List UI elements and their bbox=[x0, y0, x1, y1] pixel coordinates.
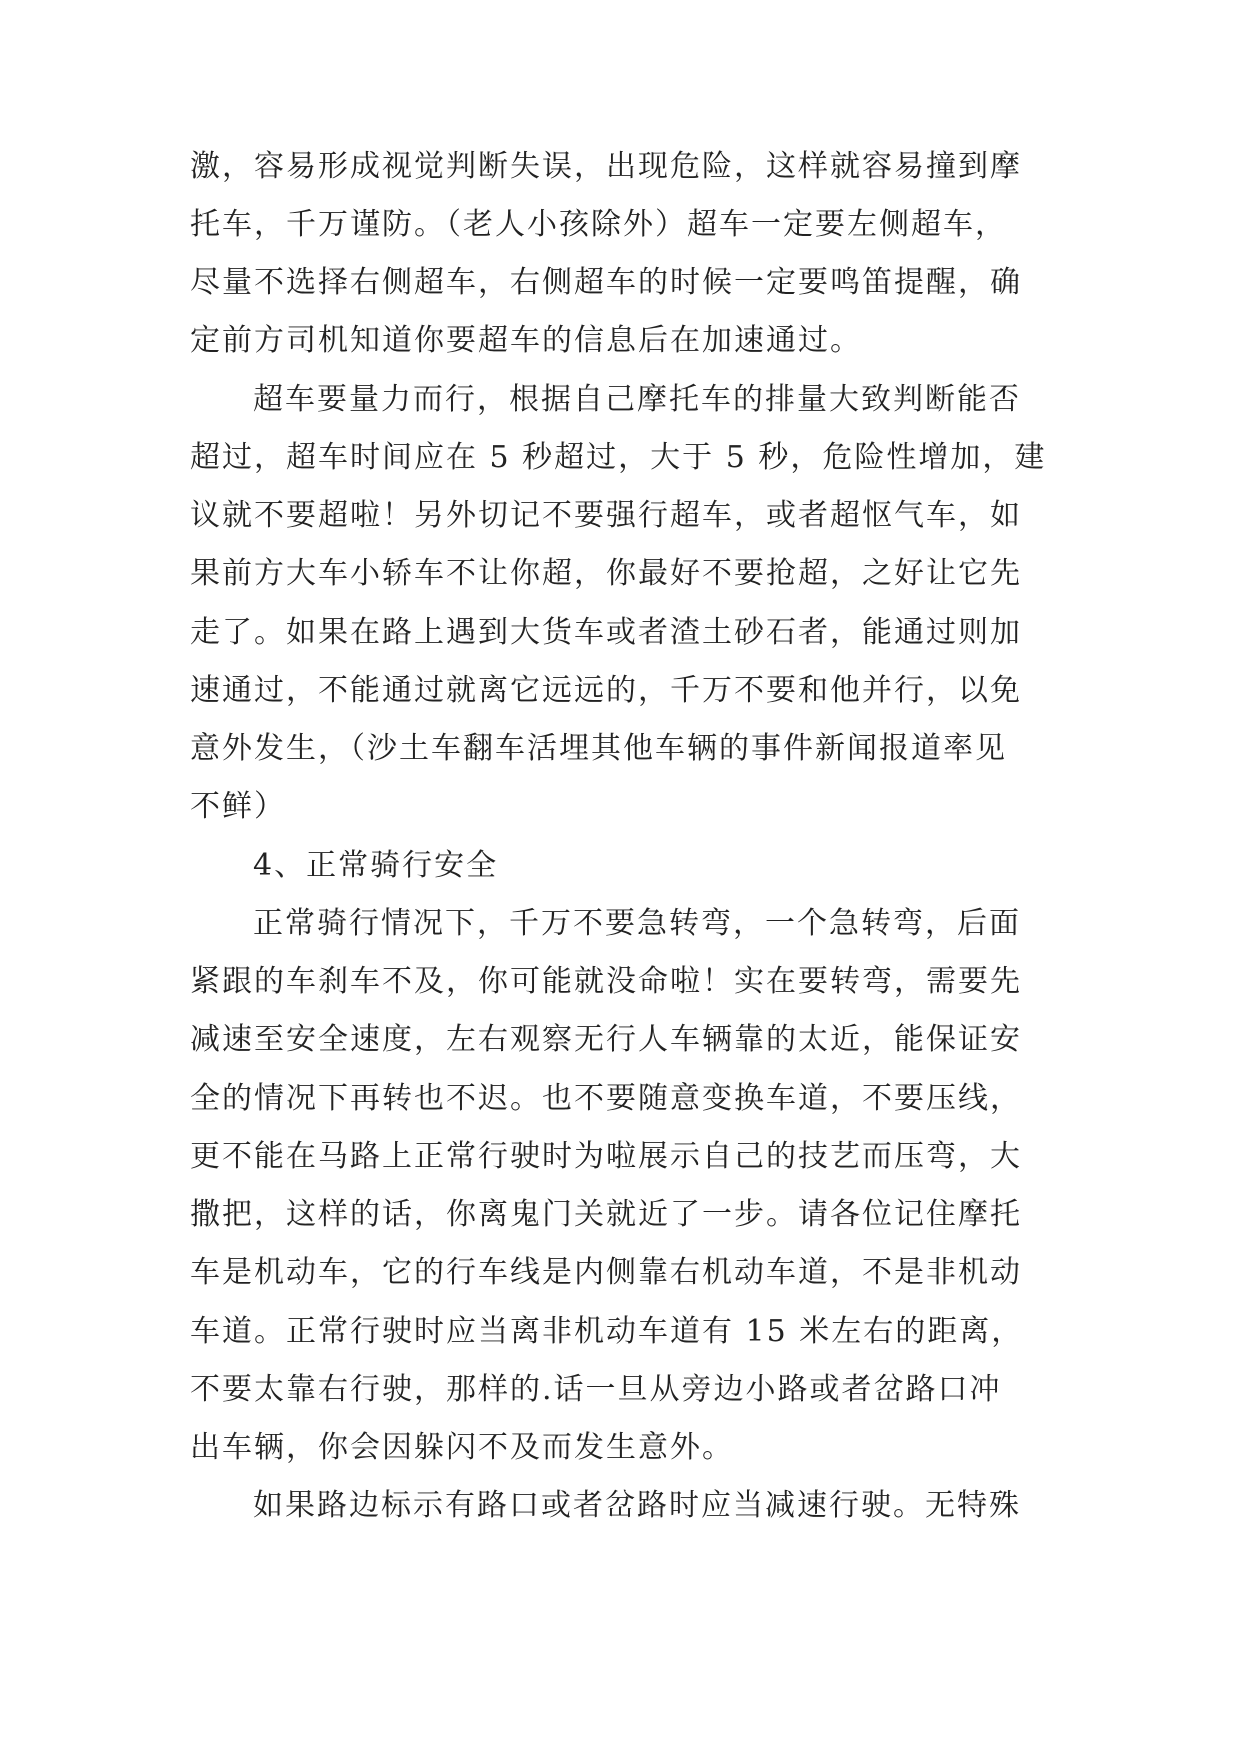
text-line: 更不能在马路上正常行驶时为啦展示自己的技艺而压弯，大 bbox=[190, 1139, 1022, 1174]
text-line: 果前方大车小轿车不让你超，你最好不要抢超，之好让它先 bbox=[190, 556, 1022, 591]
paragraph-first-line: 超车要量力而行，根据自己摩托车的排量大致判断能否 bbox=[253, 382, 1021, 417]
text-line: 出车辆，你会因躲闪不及而发生意外。 bbox=[190, 1430, 734, 1465]
text-line: 车道。正常行驶时应当离非机动车道有 15 米左右的距离， bbox=[190, 1314, 1024, 1349]
text-line: 超过，超车时间应在 5 秒超过，大于 5 秒，危险性增加，建 bbox=[190, 440, 1047, 475]
text-line: 车是机动车，它的行车线是内侧靠右机动车道，不是非机动 bbox=[190, 1255, 1022, 1290]
text-line: 议就不要超啦！另外切记不要强行超车，或者超怄气车，如 bbox=[190, 498, 1022, 533]
text-line: 激，容易形成视觉判断失误，出现危险，这样就容易撞到摩 bbox=[190, 149, 1022, 184]
text-line: 不鲜） bbox=[190, 789, 286, 824]
text-line: 速通过，不能通过就离它远远的，千万不要和他并行，以免 bbox=[190, 673, 1022, 708]
text-line: 定前方司机知道你要超车的信息后在加速通过。 bbox=[190, 323, 862, 358]
text-line: 意外发生，（沙土车翻车活埋其他车辆的事件新闻报道率见 bbox=[190, 731, 1007, 766]
text-line: 减速至安全速度，左右观察无行人车辆靠的太近，能保证安 bbox=[190, 1022, 1022, 1057]
text-line: 全的情况下再转也不迟。也不要随意变换车道，不要压线， bbox=[190, 1081, 1022, 1116]
text-line: 托车，千万谨防。（老人小孩除外）超车一定要左侧超车， bbox=[190, 207, 1007, 242]
paragraph-first-line: 如果路边标示有路口或者岔路时应当减速行驶。无特殊 bbox=[253, 1488, 1021, 1523]
paragraph-first-line: 正常骑行情况下，千万不要急转弯，一个急转弯，后面 bbox=[253, 906, 1021, 941]
text-line: 走了。如果在路上遇到大货车或者渣土砂石者，能通过则加 bbox=[190, 615, 1022, 650]
section-heading: 4、正常骑行安全 bbox=[253, 848, 499, 883]
text-line: 不要太靠右行驶，那样的.话一旦从旁边小路或者岔路口冲 bbox=[190, 1372, 1002, 1407]
text-line: 撒把，这样的话，你离鬼门关就近了一步。请各位记住摩托 bbox=[190, 1197, 1022, 1232]
text-line: 尽量不选择右侧超车，右侧超车的时候一定要鸣笛提醒，确 bbox=[190, 265, 1022, 300]
text-line: 紧跟的车刹车不及，你可能就没命啦！实在要转弯，需要先 bbox=[190, 964, 1022, 999]
